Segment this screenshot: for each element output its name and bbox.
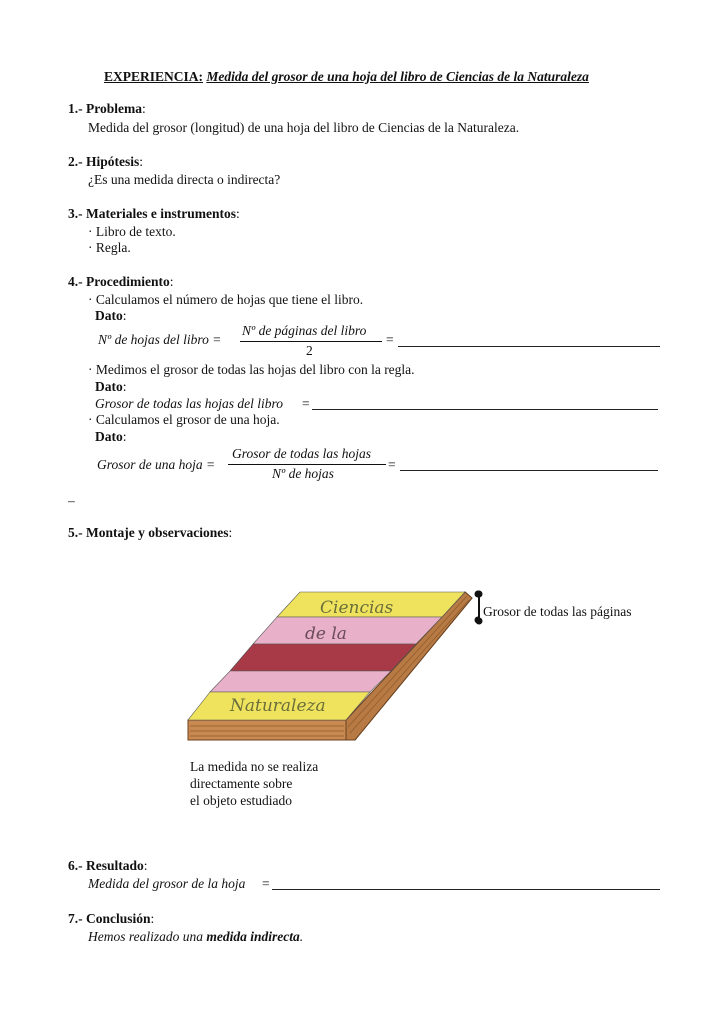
book-title-line: de la — [305, 624, 347, 644]
formula-1-numerator: Nº de páginas del libro — [242, 323, 367, 338]
formula-2-equals: = — [302, 396, 310, 411]
book-title-line: Ciencias — [320, 598, 394, 618]
conclusion-highlight: medida indirecta — [206, 929, 300, 944]
formula-1-fraction-line — [240, 341, 382, 342]
formula-3-lhs: Grosor de una hoja = — [97, 457, 216, 472]
materials-item: · Libro de texto. — [88, 224, 176, 239]
section-2-text: ¿Es una medida directa o indirecta? — [88, 172, 281, 187]
stray-dash: – — [68, 493, 75, 508]
formula-2-answer-blank — [312, 398, 658, 410]
result-equals: = — [262, 876, 270, 891]
materials-item: · Regla. — [88, 240, 131, 255]
result-label: Medida del grosor de la hoja — [88, 876, 246, 891]
cover-band-pink-2 — [210, 671, 391, 692]
dato-label: Dato: — [95, 379, 127, 394]
book-title-line: Naturaleza — [230, 696, 326, 716]
formula-2-lhs: Grosor de todas las hojas del libro — [95, 396, 284, 411]
section-2-heading: 2.- Hipótesis: — [68, 154, 144, 169]
formula-1-denominator: 2 — [306, 343, 313, 358]
book-pages-front — [188, 720, 346, 740]
note-line: La medida no se realiza — [190, 759, 319, 774]
section-7-heading: 7.- Conclusión: — [68, 911, 155, 926]
formula-3-fraction-line — [228, 464, 386, 465]
cover-band-red — [230, 644, 416, 671]
formula-1-answer-blank — [398, 335, 660, 347]
formula-3-equals: = — [388, 457, 396, 472]
section-5-heading: 5.- Montaje y observaciones: — [68, 525, 233, 540]
section-3-heading: 3.- Materiales e instrumentos: — [68, 206, 240, 221]
formula-1-lhs: Nº de hojas del libro = — [98, 332, 222, 347]
formula-3-answer-blank — [400, 459, 658, 471]
observation-note — [190, 758, 318, 809]
result-answer-blank — [272, 878, 660, 890]
formula-1-equals: = — [386, 332, 394, 347]
formula-3-denominator: Nº de hojas — [272, 466, 334, 481]
formula-3-numerator: Grosor de todas las hojas — [232, 446, 372, 461]
section-1-heading: 1.- Problema: — [68, 101, 146, 116]
book-illustration — [180, 580, 480, 750]
dato-label: Dato: — [95, 429, 127, 444]
conclusion-text: Hemos realizado una medida indirecta. — [88, 929, 304, 944]
thickness-label: Grosor de todas las páginas — [483, 604, 632, 619]
note-line: el objeto estudiado — [190, 793, 292, 808]
page-title — [104, 69, 589, 85]
section-6-heading: 6.- Resultado: — [68, 858, 148, 873]
note-line: directamente sobre — [190, 776, 293, 791]
title-prefix: EXPERIENCIA: — [104, 69, 204, 84]
section-4-heading: 4.- Procedimiento: — [68, 274, 174, 289]
section-1-text: Medida del grosor (longitud) de una hoja del libro de Ciencias de la Naturaleza. — [88, 120, 520, 135]
cover-band-pink — [253, 617, 442, 644]
dato-label: Dato: — [95, 308, 127, 323]
procedure-step-2: · Medimos el grosor de todas las hojas del libro con la regla. — [88, 362, 415, 377]
title-text: Medida del grosor de una hoja del libro de Ciencias de la Naturaleza — [206, 69, 589, 84]
procedure-step-3: · Calculamos el grosor de una hoja. — [88, 412, 280, 427]
procedure-step-1: · Calculamos el número de hojas que tiene el libro. — [88, 292, 364, 307]
